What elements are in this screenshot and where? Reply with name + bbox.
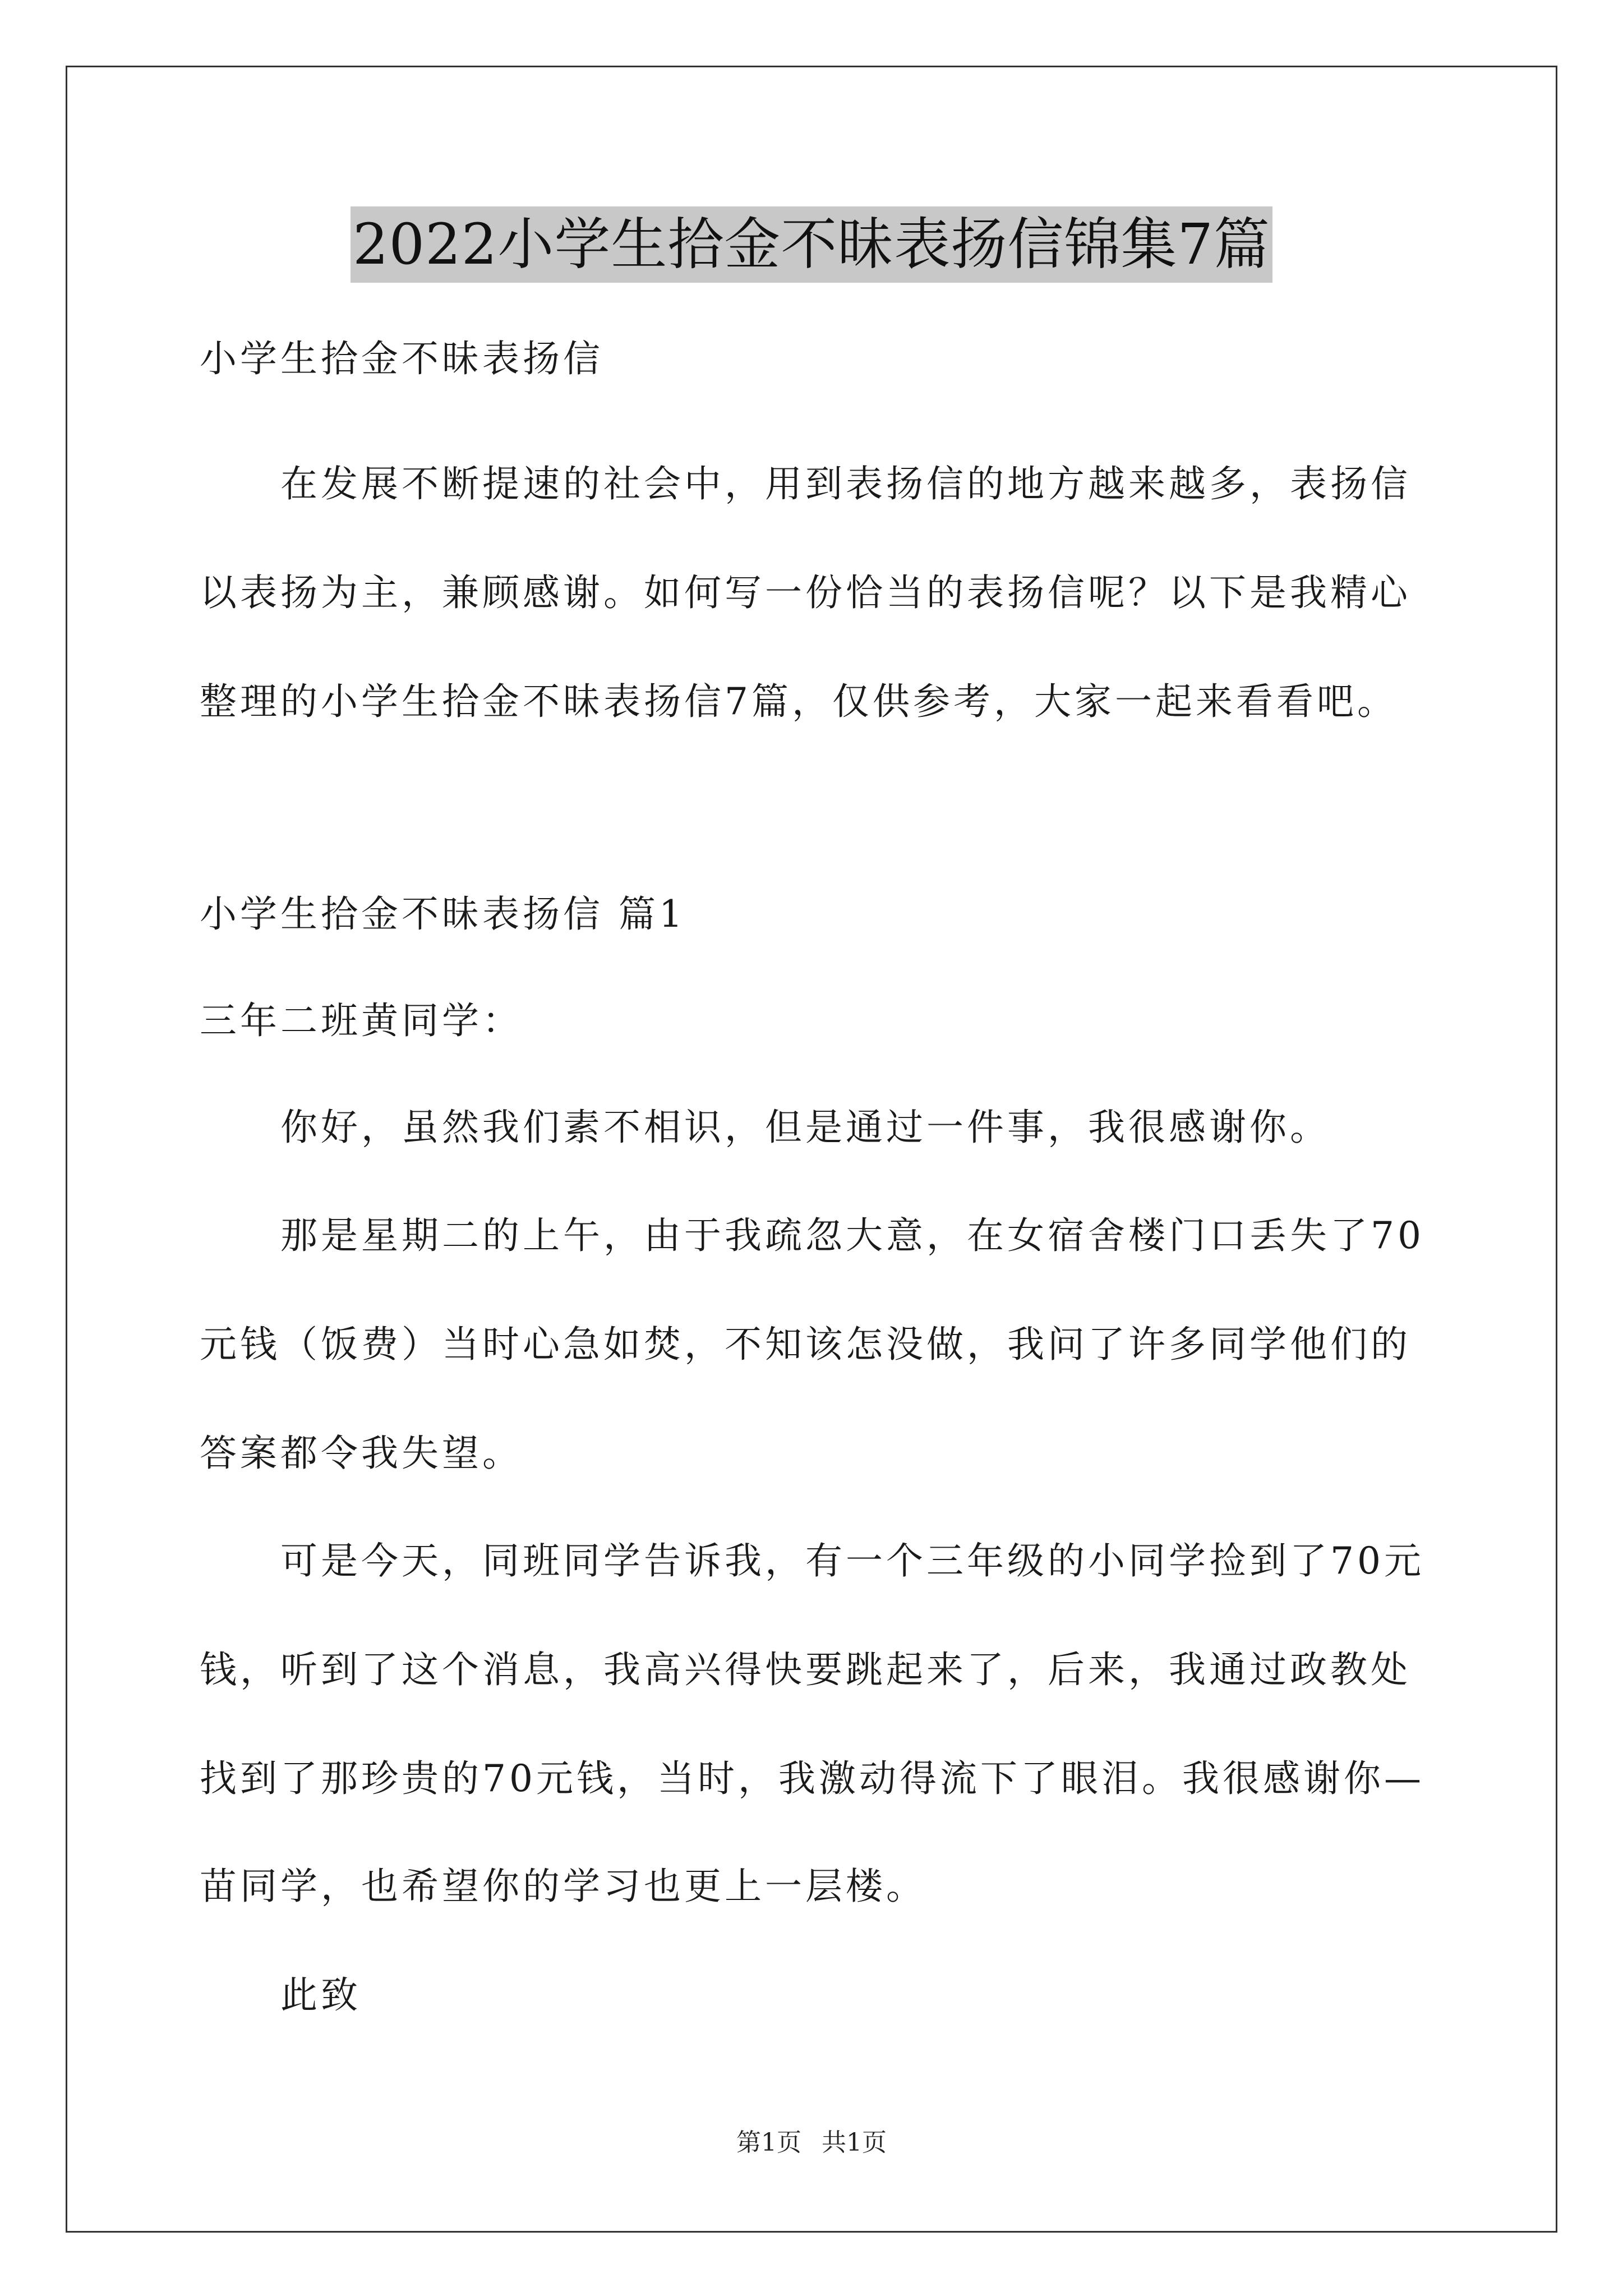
letter-salutation: 三年二班黄同学： [200, 999, 523, 1042]
letter-paragraph-line: 答案都令我失望。 [200, 1432, 523, 1475]
letter-paragraph-line: 元钱（饭费）当时心急如焚，不知该怎没做，我问了许多同学他们的 [200, 1323, 1411, 1366]
letter-closing: 此致 [280, 1973, 361, 2017]
intro-line: 以表扬为主，兼顾感谢。如何写一份恰当的表扬信呢？以下是我精心 [200, 571, 1411, 614]
intro-line: 整理的小学生拾金不昧表扬信7篇，仅供参考，大家一起来看看吧。 [200, 680, 1398, 723]
page-number: 第1页 [736, 2128, 801, 2157]
intro-line: 在发展不断提速的社会中，用到表扬信的地方越来越多，表扬信 [280, 462, 1411, 505]
letter-heading: 小学生拾金不昧表扬信 篇1 [200, 892, 686, 936]
letter-paragraph-line: 苗同学，也希望你的学习也更上一层楼。 [200, 1865, 926, 1908]
section-heading: 小学生拾金不昧表扬信 [200, 337, 603, 380]
document-title: 2022小学生拾金不昧表扬信锦集7篇 [351, 206, 1272, 283]
letter-paragraph-line: 钱，听到了这个消息，我高兴得快要跳起来了，后来，我通过政教处 [200, 1648, 1411, 1691]
page-footer [0, 2126, 1623, 2160]
letter-paragraph-line: 你好，虽然我们素不相识，但是通过一件事，我很感谢你。 [280, 1106, 1330, 1149]
letter-paragraph-line: 可是今天，同班同学告诉我，有一个三年级的小同学捡到了70元 [280, 1539, 1424, 1582]
page-total: 共1页 [822, 2128, 887, 2157]
letter-paragraph-line: 找到了那珍贵的70元钱，当时，我激动得流下了眼泪。我很感谢你— [200, 1757, 1424, 1800]
letter-paragraph-line: 那是星期二的上午，由于我疏忽大意，在女宿舍楼门口丢失了70 [280, 1214, 1424, 1257]
title-wrap [0, 206, 1623, 283]
